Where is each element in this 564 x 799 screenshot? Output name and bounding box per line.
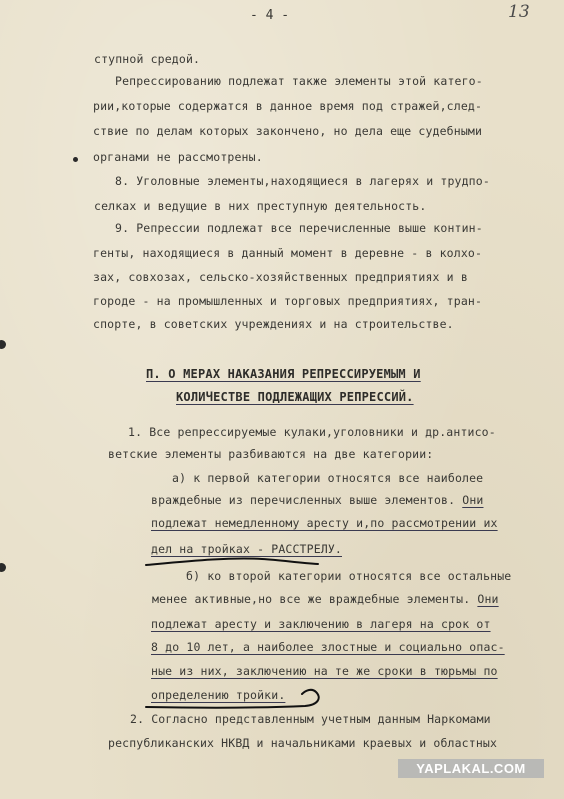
text-line: республиканских НКВД и начальниками краевых и областных <box>108 736 498 750</box>
text-line: 9. Репрессии подлежат все перечисленные выше контин- <box>115 221 483 235</box>
underlined-segment: 8 до 10 лет, а наиболее злостные и социально опас- <box>151 640 505 654</box>
text-line: а) к первой категории относятся все наиболее <box>172 471 484 485</box>
text-line: ветские элементы разбиваются на две категории: <box>108 447 434 461</box>
section-heading-line1: П. О МЕРАХ НАКАЗАНИЯ РЕПРЕССИРУЕМЫМ И <box>146 367 421 381</box>
underlined-segment: подлежат аресту и заключению в лагеря на срок от <box>151 617 491 631</box>
text-segment: менее активные,но все же враждебные элементы. <box>152 592 478 606</box>
text-line: Репрессированию подлежат также элементы этой катего- <box>115 74 483 88</box>
text-line: ступной средой. <box>94 52 201 66</box>
text-line: б) ко второй категории относятся все остальные <box>186 569 512 583</box>
pen-underline-mark <box>146 558 318 565</box>
underlined-segment: ные из них, заключению на те же сроки в тюрьмы по <box>151 664 498 678</box>
text-line: 8. Уголовные элементы,находящиеся в лагерях и трудпо- <box>115 174 490 188</box>
text-line: 2. Согласно представленным учетным данным Наркомами <box>130 712 491 726</box>
page-number: - 4 - <box>250 8 290 23</box>
text-line: 1. Все репрессируемые кулаки,уголовники и др.антисо- <box>128 425 496 439</box>
underlined-segment: подлежат немедленному аресту и,по рассмотрении их <box>151 516 498 530</box>
text-segment: враждебные из перечисленных выше элементов. <box>151 493 463 507</box>
text-line: спорте, в советских учреждениях и на строительстве. <box>93 317 454 331</box>
text-line: зах, совхозах, сельско-хозяйственных предприятиях и в <box>93 270 468 284</box>
underlined-segment: дел на тройках - РАССТРЕЛУ. <box>151 542 342 556</box>
underlined-segment: определению тройки. <box>151 688 286 702</box>
text-line: органами не рассмотрены. <box>93 150 263 164</box>
watermark: YAPLAKAL.COM <box>398 759 544 778</box>
archive-page-number: 13 <box>508 2 530 22</box>
text-line: генты, находящиеся в данный момент в деревне - в колхо- <box>93 246 483 260</box>
pen-underline-mark <box>146 690 319 708</box>
text-line: городе - на промышленных и торговых предприятиях, тран- <box>93 294 483 308</box>
section-heading-line2: КОЛИЧЕСТВЕ ПОДЛЕЖАЩИХ РЕПРЕССИЙ. <box>176 390 414 404</box>
text-line: селках и ведущие в них преступную деятельность. <box>94 199 427 213</box>
underlined-segment: Они <box>462 493 484 507</box>
text-line: ствие по делам которых закончено, но дела еще судебными <box>93 124 483 138</box>
text-line: рии,которые содержатся в данное время под стражей,след- <box>93 99 483 113</box>
underlined-segment: Они <box>477 592 499 606</box>
